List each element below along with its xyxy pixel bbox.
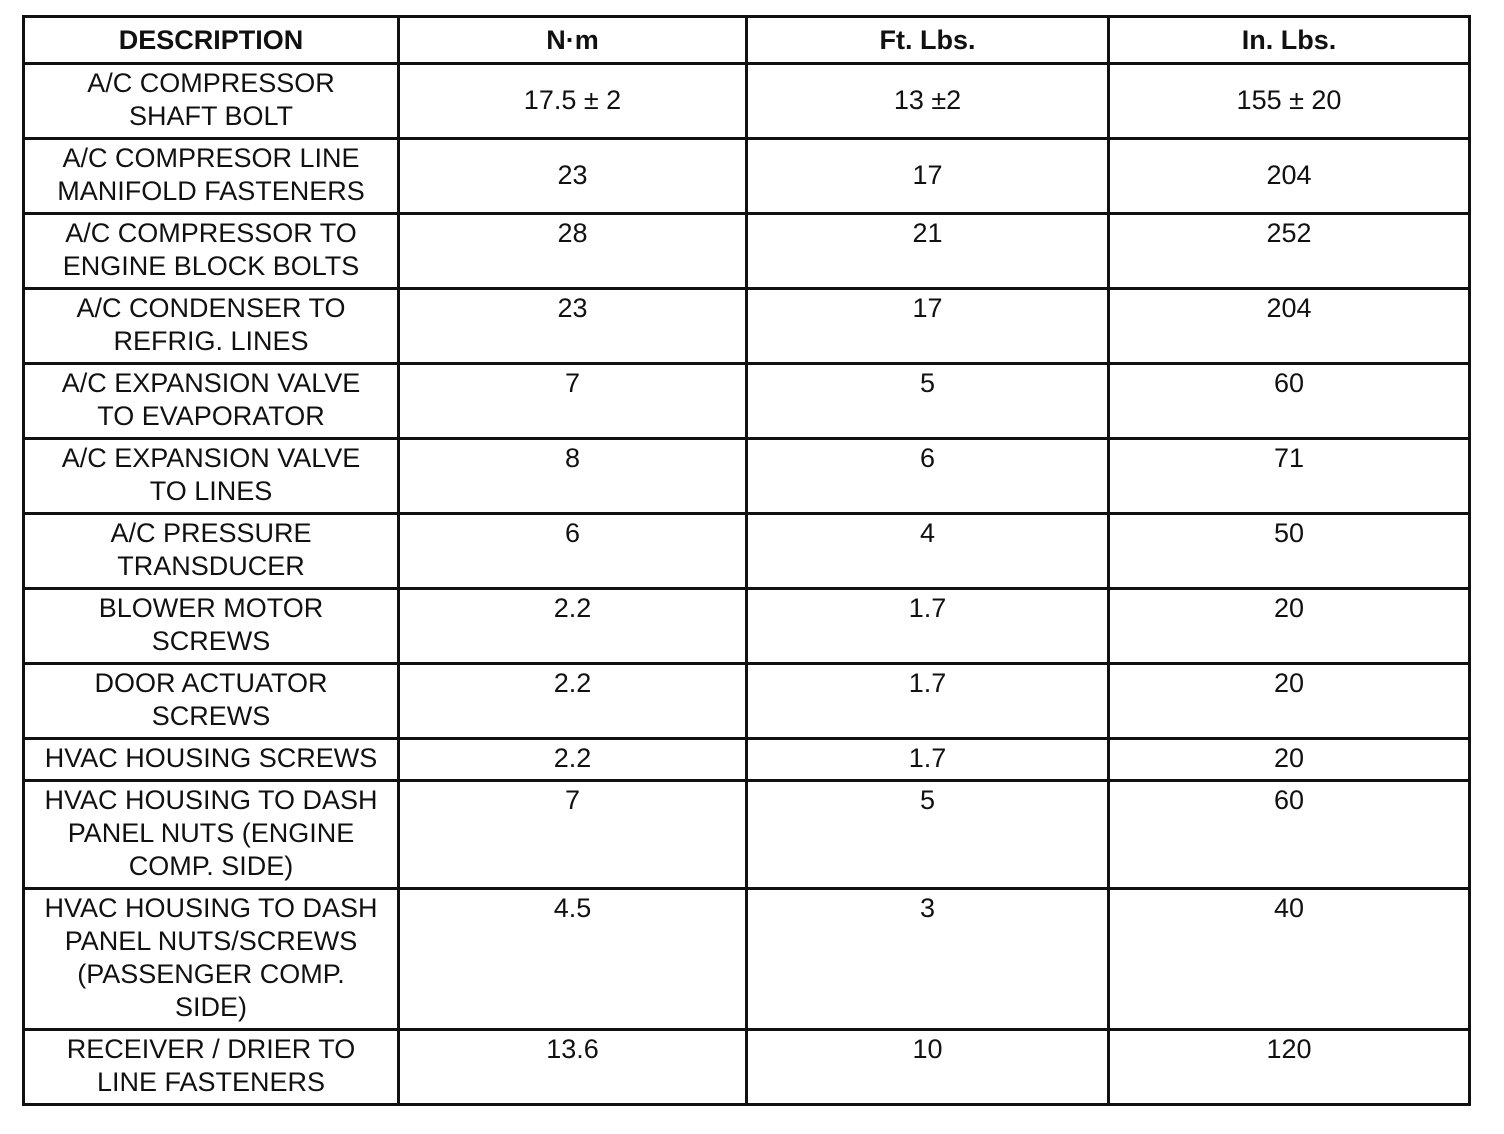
cell-in-lbs: 204 — [1109, 289, 1470, 364]
cell-description: A/C COMPRESSOR SHAFT BOLT — [24, 64, 399, 139]
cell-ft-lbs: 6 — [747, 439, 1109, 514]
cell-nm: 23 — [399, 289, 747, 364]
cell-nm: 2.2 — [399, 739, 747, 781]
table-row — [24, 439, 1470, 514]
cell-nm: 4.5 — [399, 889, 747, 1030]
cell-in-lbs: 204 — [1109, 139, 1470, 214]
cell-ft-lbs: 5 — [747, 364, 1109, 439]
cell-nm: 28 — [399, 214, 747, 289]
cell-in-lbs: 252 — [1109, 214, 1470, 289]
cell-description: BLOWER MOTOR SCREWS — [24, 589, 399, 664]
table-row — [24, 739, 1470, 781]
cell-in-lbs: 71 — [1109, 439, 1470, 514]
cell-ft-lbs: 21 — [747, 214, 1109, 289]
cell-in-lbs: 20 — [1109, 664, 1470, 739]
cell-description: DOOR ACTUATOR SCREWS — [24, 664, 399, 739]
cell-nm: 2.2 — [399, 664, 747, 739]
table-row — [24, 64, 1470, 139]
cell-description: A/C EXPANSION VALVE TO LINES — [24, 439, 399, 514]
cell-nm: 7 — [399, 781, 747, 889]
header-description: DESCRIPTION — [24, 17, 399, 64]
cell-nm: 2.2 — [399, 589, 747, 664]
cell-description: HVAC HOUSING SCREWS — [24, 739, 399, 781]
cell-ft-lbs: 1.7 — [747, 739, 1109, 781]
cell-ft-lbs: 3 — [747, 889, 1109, 1030]
cell-ft-lbs: 17 — [747, 139, 1109, 214]
table-row — [24, 589, 1470, 664]
table-row — [24, 889, 1470, 1030]
cell-nm: 8 — [399, 439, 747, 514]
cell-ft-lbs: 4 — [747, 514, 1109, 589]
table-row — [24, 1030, 1470, 1105]
table-body — [24, 64, 1470, 1105]
cell-in-lbs: 20 — [1109, 739, 1470, 781]
table-row — [24, 781, 1470, 889]
cell-nm: 23 — [399, 139, 747, 214]
torque-spec-table — [22, 15, 1471, 1106]
cell-ft-lbs: 1.7 — [747, 589, 1109, 664]
cell-nm: 13.6 — [399, 1030, 747, 1105]
cell-ft-lbs: 10 — [747, 1030, 1109, 1105]
cell-ft-lbs: 17 — [747, 289, 1109, 364]
table-row — [24, 364, 1470, 439]
cell-description: A/C COMPRESSOR TO ENGINE BLOCK BOLTS — [24, 214, 399, 289]
header-ft-lbs: Ft. Lbs. — [747, 17, 1109, 64]
cell-in-lbs: 20 — [1109, 589, 1470, 664]
table-row — [24, 664, 1470, 739]
header-nm: N·m — [399, 17, 747, 64]
cell-description: A/C PRESSURE TRANSDUCER — [24, 514, 399, 589]
header-in-lbs: In. Lbs. — [1109, 17, 1470, 64]
cell-ft-lbs: 1.7 — [747, 664, 1109, 739]
table-row — [24, 214, 1470, 289]
cell-ft-lbs: 5 — [747, 781, 1109, 889]
table-row — [24, 139, 1470, 214]
cell-nm: 17.5 ± 2 — [399, 64, 747, 139]
cell-description: A/C EXPANSION VALVE TO EVAPORATOR — [24, 364, 399, 439]
table-header — [24, 17, 1470, 64]
cell-description: A/C CONDENSER TO REFRIG. LINES — [24, 289, 399, 364]
cell-in-lbs: 120 — [1109, 1030, 1470, 1105]
cell-ft-lbs: 13 ±2 — [747, 64, 1109, 139]
cell-in-lbs: 60 — [1109, 781, 1470, 889]
table-row — [24, 289, 1470, 364]
cell-description: A/C COMPRESOR LINE MANIFOLD FASTENERS — [24, 139, 399, 214]
cell-description: HVAC HOUSING TO DASH PANEL NUTS (ENGINE COMP. SIDE) — [24, 781, 399, 889]
cell-in-lbs: 60 — [1109, 364, 1470, 439]
cell-in-lbs: 50 — [1109, 514, 1470, 589]
cell-in-lbs: 155 ± 20 — [1109, 64, 1470, 139]
cell-nm: 6 — [399, 514, 747, 589]
header-row — [24, 17, 1470, 64]
cell-description: HVAC HOUSING TO DASH PANEL NUTS/SCREWS (PASSENGER COMP. SIDE) — [24, 889, 399, 1030]
cell-nm: 7 — [399, 364, 747, 439]
table-row — [24, 514, 1470, 589]
cell-in-lbs: 40 — [1109, 889, 1470, 1030]
cell-description: RECEIVER / DRIER TO LINE FASTENERS — [24, 1030, 399, 1105]
